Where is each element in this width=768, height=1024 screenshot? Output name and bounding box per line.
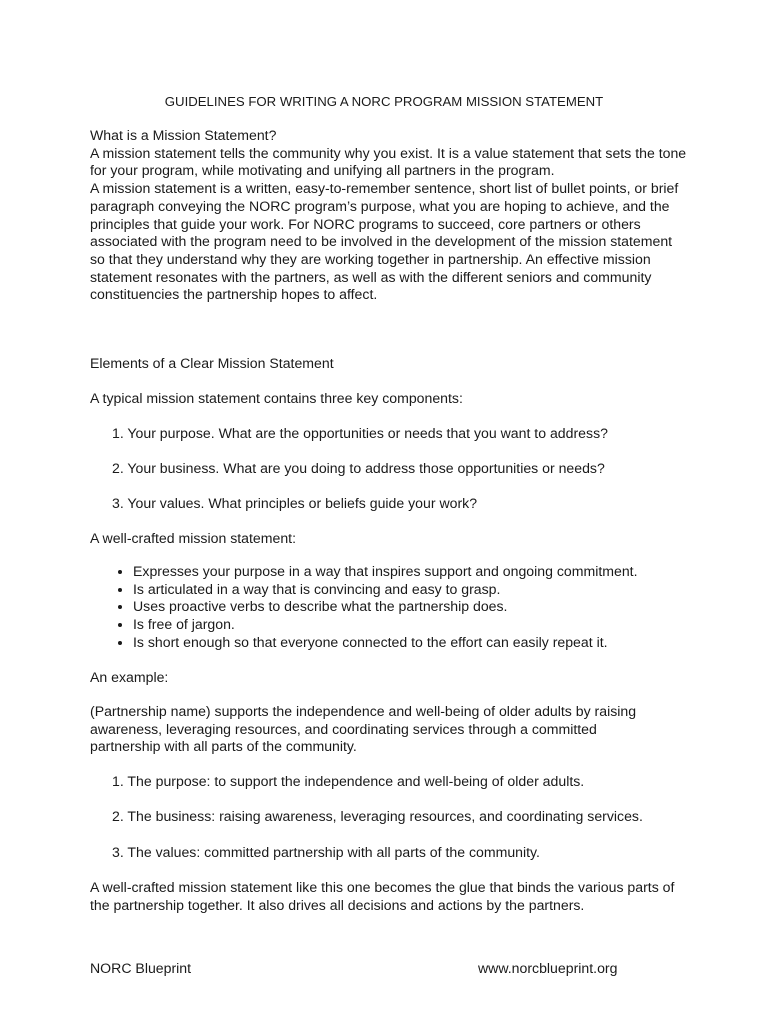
list-item: 2. Your business. What are you doing to address those opportunities or needs?: [112, 460, 605, 476]
document-title: GUIDELINES FOR WRITING A NORC PROGRAM MISSION STATEMENT: [164, 94, 604, 109]
section-heading: An example:: [90, 669, 169, 685]
section-what-is: [90, 127, 690, 304]
footer-org-name: NORC Blueprint: [90, 960, 192, 976]
paragraph: (Partnership name) supports the independence and well-being of older adults by raising awareness, leveraging resources, and coordinating services through a committed partnership with all parts of the community.: [90, 703, 637, 755]
paragraph: A well-crafted mission statement:: [90, 530, 297, 546]
section-heading: Elements of a Clear Mission Statement: [90, 355, 334, 371]
list-item: • Is articulated in a way that is convincing and easy to grasp.: [133, 581, 733, 599]
list-item: • Expresses your purpose in a way that inspires support and ongoing commitment.: [133, 563, 733, 581]
list-item: 1. Your purpose. What are the opportunities or needs that you want to address?: [112, 425, 608, 441]
section-heading: What is a Mission Statement?: [90, 127, 277, 143]
list-item: 2. The business: raising awareness, leveraging resources, and coordinating services.: [112, 808, 643, 824]
paragraph: A mission statement tells the community why you exist. It is a value statement that sets the tone for your program, while motivating and unifying all partners in the program.: [90, 144, 687, 179]
list-item: 1. The purpose: to support the independence and well-being of older adults.: [112, 773, 585, 789]
list-item: • Is free of jargon.: [133, 616, 733, 634]
paragraph: A well-crafted mission statement like this one becomes the glue that binds the various parts of the partnership together. It also drives all decisions and actions by the partners.: [90, 879, 675, 913]
bullet-list: [90, 563, 733, 652]
list-item: • Uses proactive verbs to describe what the partnership does.: [133, 598, 733, 616]
list-item: • Is short enough so that everyone connected to the effort can easily repeat it.: [133, 634, 733, 652]
footer-url: www.norcblueprint.org: [478, 960, 618, 976]
paragraph: A mission statement is a written, easy-to-remember sentence, short list of bullet points, or brief paragraph conveying the NORC program’s purpose, what you are hoping to achieve, and the principles that guide your work. For NORC programs to succeed, core partners or others associated with the program need to be involved in the development of the mission statement so that they understand why they are working together in partnership. An effective mission statement resonates with the partners, as well as with the different seniors and community constituencies the partnership hopes to affect.: [90, 180, 679, 303]
list-item: 3. The values: committed partnership with all parts of the community.: [112, 844, 540, 860]
list-item: 3. Your values. What principles or beliefs guide your work?: [112, 495, 478, 511]
paragraph: A typical mission statement contains three key components:: [90, 390, 463, 406]
